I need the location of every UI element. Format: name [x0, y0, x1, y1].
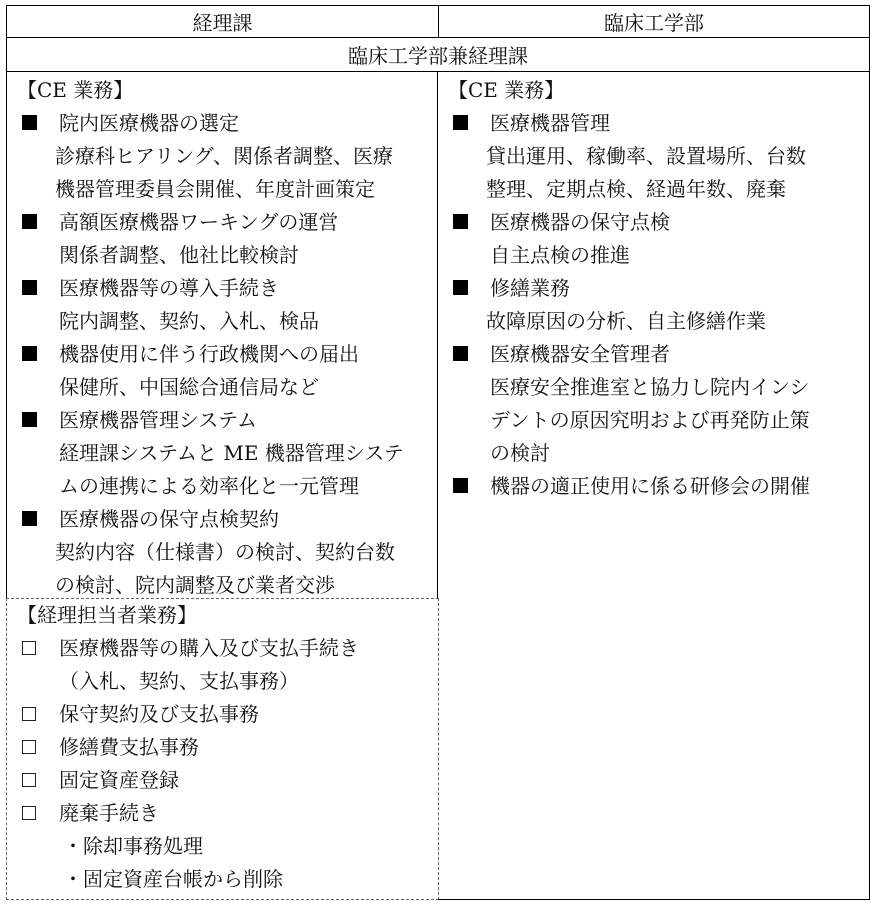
item-title: 医療機器管理 — [490, 111, 610, 135]
list-item — [448, 470, 869, 503]
item-title: 医療機器の保守点検契約 — [59, 507, 279, 531]
item-detail: 整理、定期点検、経過年数、廃棄 — [486, 177, 786, 201]
item-title: 医療機器の保守点検 — [490, 210, 670, 234]
item-detail: の検討 — [490, 441, 550, 465]
filled-square-bullet-icon — [22, 511, 37, 526]
header-clinical-engineering — [439, 6, 869, 37]
list-item — [448, 206, 869, 239]
right-ce-section — [438, 71, 870, 900]
header-accounting — [7, 6, 439, 37]
merged-header-row — [6, 37, 870, 72]
item-detail: デントの原因究明および再発防止策 — [490, 408, 810, 432]
filled-square-bullet-icon — [22, 412, 37, 427]
list-item — [448, 338, 869, 371]
item-title: 医療機器等の導入手続き — [59, 276, 279, 300]
item-title: 医療機器等の購入及び支払手続き — [59, 636, 359, 660]
item-detail: 関係者調整、他社比較検討 — [59, 243, 299, 267]
list-item — [17, 698, 438, 731]
filled-square-bullet-icon — [22, 214, 37, 229]
item-detail: 診療科ヒアリング、関係者調整、医療 — [55, 144, 393, 168]
empty-square-bullet-icon — [22, 641, 36, 655]
filled-square-bullet-icon — [22, 280, 37, 295]
item-detail: 医療安全推進室と協力し院内インシ — [490, 375, 810, 399]
list-item — [17, 797, 438, 830]
item-detail: の検討、院内調整及び業者交渉 — [55, 573, 335, 597]
item-detail: ムの連携による効率化と一元管理 — [59, 474, 359, 498]
empty-square-bullet-icon — [22, 806, 36, 820]
item-detail: 保健所、中国総合通信局など — [59, 375, 319, 399]
left-ce-section — [6, 71, 438, 598]
item-detail: 院内調整、契約、入札、検品 — [59, 309, 319, 333]
filled-square-bullet-icon — [453, 478, 468, 493]
item-title: 修繕業務 — [490, 276, 570, 300]
item-title: 廃棄手続き — [59, 801, 159, 825]
list-item — [17, 107, 437, 140]
list-item — [448, 272, 869, 305]
item-detail: 機器管理委員会開催、年度計画策定 — [55, 177, 375, 201]
list-item — [448, 107, 869, 140]
item-title: 機器使用に伴う行政機関への届出 — [59, 342, 359, 366]
list-item — [17, 503, 437, 536]
empty-square-bullet-icon — [22, 773, 36, 787]
item-detail: ・固定資産台帳から削除 — [63, 867, 283, 891]
item-detail: 経理課システムと ME 機器管理システ — [59, 441, 404, 465]
item-detail: 自主点検の推進 — [490, 243, 630, 267]
list-item — [17, 206, 437, 239]
filled-square-bullet-icon — [22, 115, 37, 130]
list-item — [17, 632, 438, 665]
item-title: 保守契約及び支払事務 — [59, 702, 259, 726]
item-detail: （入札、契約、支払事務） — [59, 669, 299, 693]
item-title: 医療機器安全管理者 — [490, 342, 670, 366]
filled-square-bullet-icon — [453, 115, 468, 130]
item-detail: ・除却事務処理 — [63, 834, 203, 858]
duties-table — [6, 5, 871, 900]
empty-square-bullet-icon — [22, 707, 36, 721]
list-item — [17, 764, 438, 797]
filled-square-bullet-icon — [453, 346, 468, 361]
item-detail: 故障原因の分析、自主修繕作業 — [486, 309, 766, 333]
filled-square-bullet-icon — [453, 280, 468, 295]
item-detail: 貸出運用、稼働率、設置場所、台数 — [486, 144, 806, 168]
section-heading: 【CE 業務】 — [448, 78, 565, 102]
empty-square-bullet-icon — [22, 740, 36, 754]
section-heading: 【経理担当者業務】 — [17, 603, 197, 627]
section-heading: 【CE 業務】 — [17, 78, 134, 102]
item-title: 高額医療機器ワーキングの運営 — [59, 210, 339, 234]
left-accounting-section — [6, 598, 439, 900]
filled-square-bullet-icon — [453, 214, 468, 229]
list-item — [17, 731, 438, 764]
filled-square-bullet-icon — [22, 346, 37, 361]
item-title: 医療機器管理システム — [59, 408, 257, 432]
item-title: 固定資産登録 — [59, 768, 179, 792]
header-clinical-engineering-label: 臨床工学部 — [604, 11, 704, 35]
item-title: 機器の適正使用に係る研修会の開催 — [490, 474, 810, 498]
header-accounting-label: 経理課 — [192, 11, 253, 35]
list-item — [17, 338, 437, 371]
merged-header-label: 臨床工学部兼経理課 — [348, 43, 528, 68]
list-item — [17, 272, 437, 305]
list-item — [17, 404, 437, 437]
item-detail: 契約内容（仕様書）の検討、契約台数 — [55, 540, 395, 564]
item-title: 修繕費支払事務 — [59, 735, 199, 759]
header-row — [6, 5, 870, 38]
item-title: 院内医療機器の選定 — [59, 111, 239, 135]
